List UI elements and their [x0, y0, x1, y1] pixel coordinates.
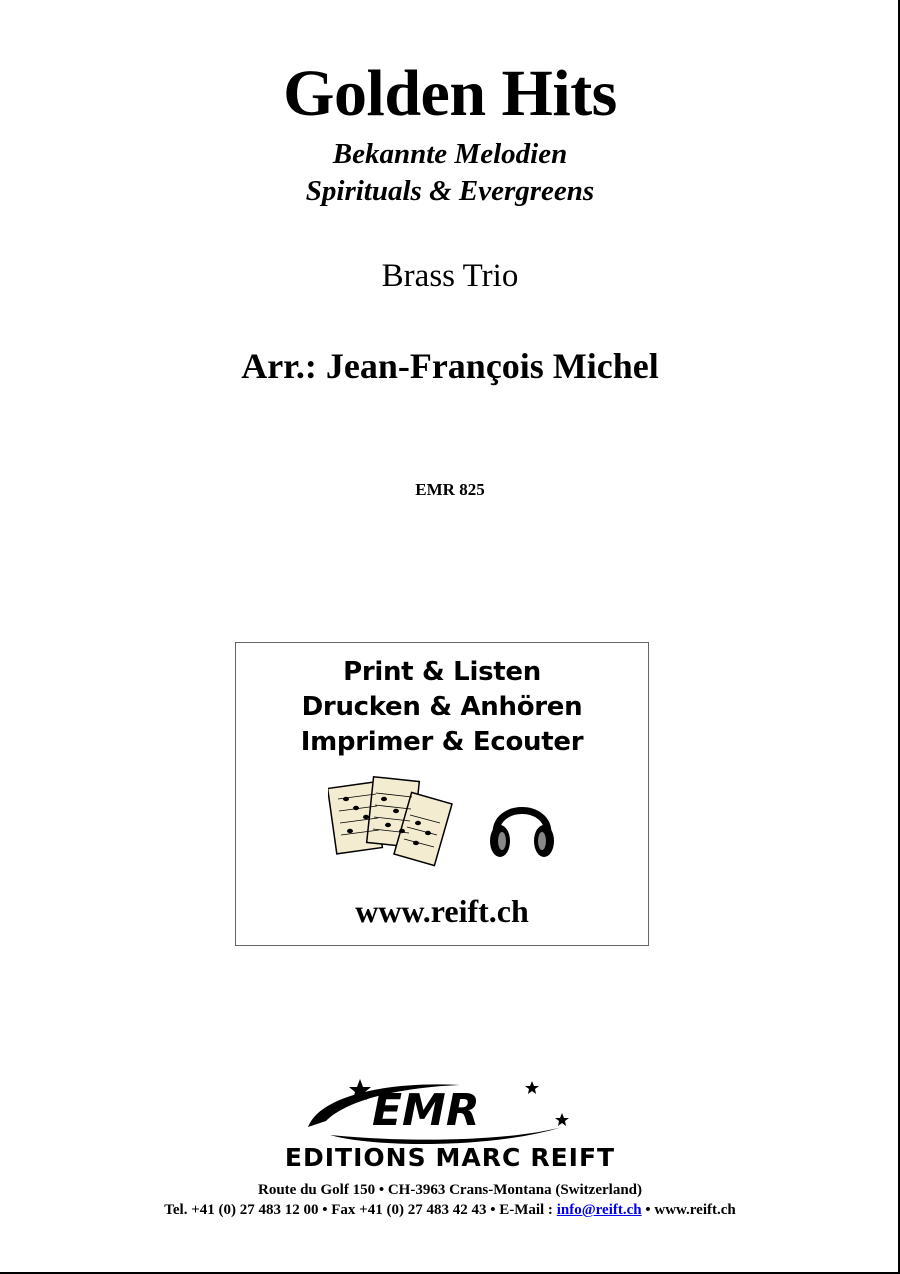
publisher-name-2: MARC	[435, 1143, 522, 1172]
promo-line-german: Drucken & Anhören	[301, 692, 583, 722]
email-link[interactable]: info@reift.ch	[556, 1202, 642, 1218]
publisher-name	[0, 1143, 900, 1172]
publisher-name-1: EDITIONS	[284, 1143, 427, 1172]
headphones-icon	[488, 789, 556, 865]
subtitle-1: Bekannte Melodien	[332, 138, 568, 170]
svg-text:EMR: EMR	[372, 1085, 480, 1136]
subtitle-2: Spirituals & Evergreens	[305, 175, 595, 207]
publisher-contact	[0, 1202, 900, 1219]
publisher-name-3: REIFT	[530, 1143, 616, 1172]
publisher-address: Route du Golf 150 • CH-3963 Crans-Montana (Switzerland)	[258, 1182, 642, 1198]
contact-website: • www.reift.ch	[641, 1202, 736, 1218]
promo-line-english: Print & Listen	[343, 657, 541, 687]
emr-logo	[300, 1075, 580, 1150]
page-title: Golden Hits	[283, 57, 617, 130]
print-listen-box	[235, 642, 649, 946]
arranger: Arr.: Jean-François Michel	[241, 346, 659, 386]
promo-website[interactable]: www.reift.ch	[355, 893, 529, 929]
sheet-music-icon	[328, 775, 456, 875]
instrumentation: Brass Trio	[381, 258, 519, 294]
contact-phone-fax: Tel. +41 (0) 27 483 12 00 • Fax +41 (0) 27 483 42 43 • E-Mail :	[164, 1202, 557, 1218]
promo-line-french: Imprimer & Ecouter	[300, 727, 584, 757]
catalog-code: EMR 825	[415, 480, 485, 499]
